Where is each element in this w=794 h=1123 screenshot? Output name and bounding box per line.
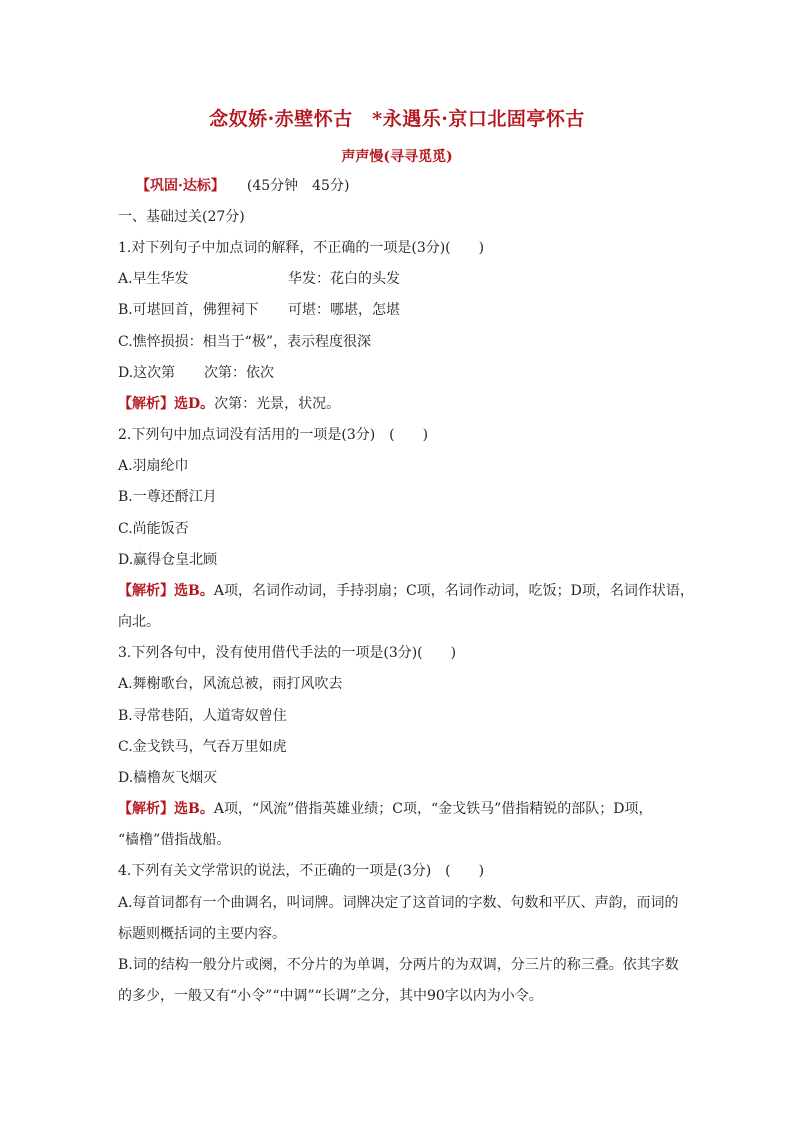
section-header xyxy=(136,176,706,196)
q2-option-a: A.羽扇纶巾 xyxy=(118,458,189,474)
q1-stem: 1.对下列句子中加点词的解释，不正确的一项是(3分)( ) xyxy=(118,240,485,256)
q3-analysis-label: 【解析】 xyxy=(118,801,174,817)
q2-option-d: D.赢得仓皇北顾 xyxy=(118,552,218,568)
page-subtitle: 声声慢(寻寻觅觅) xyxy=(341,149,453,165)
part-heading: 一、基础过关(27分) xyxy=(118,209,245,225)
section-tag: 【巩固·达标】 xyxy=(136,178,225,194)
q1-analysis-label: 【解析】 xyxy=(118,396,174,412)
q2-analysis-text: A项，名词作动词，手持羽扇；C项，名词作动词，吃饭；D项，名词作状语， xyxy=(213,583,694,599)
q1-option-a-explanation: 华发：花白的头发 xyxy=(288,271,400,287)
q2-analysis-choice: 选B。 xyxy=(174,583,214,599)
q4-option-b-continued: 的多少，一般又有“小令”“中调”“长调”之分，其中90字以内为小令。 xyxy=(118,988,543,1004)
q3-stem: 3.下列各句中，没有使用借代手法的一项是(3分)( ) xyxy=(118,645,457,661)
q2-analysis-continued: 向北。 xyxy=(118,614,160,630)
q1-analysis-choice: 选D。 xyxy=(174,396,215,412)
q3-analysis-choice: 选B。 xyxy=(174,801,214,817)
section-time: (45分钟 45分) xyxy=(246,178,350,194)
q1-option-d-text: D.这次第 xyxy=(118,365,176,381)
q1-analysis xyxy=(118,394,688,414)
q2-option-b: B.一尊还酹江月 xyxy=(118,489,217,505)
q1-option-b-text: B.可堪回首，佛狸祠下 xyxy=(118,302,259,318)
q3-analysis-continued: “樯橹”借指战船。 xyxy=(118,832,231,848)
q1-option-c: C.憔悴损损：相当于“极”，表示程度很深 xyxy=(118,334,371,350)
q3-option-d: D.樯橹灰飞烟灭 xyxy=(118,770,218,786)
q4-stem: 4.下列有关文学常识的说法，不正确的一项是(3分) ( ) xyxy=(118,863,485,879)
q2-option-c: C.尚能饭否 xyxy=(118,521,189,537)
q1-option-b xyxy=(118,300,688,320)
q3-option-c: C.金戈铁马，气吞万里如虎 xyxy=(118,739,287,755)
q1-option-a-text: A.早生华发 xyxy=(118,271,189,287)
q2-analysis-label: 【解析】 xyxy=(118,583,174,599)
q3-option-b: B.寻常巷陌，人道寄奴曾住 xyxy=(118,708,287,724)
q3-analysis xyxy=(118,799,688,819)
q1-option-d xyxy=(118,363,688,383)
q1-analysis-text: 次第：光景，状况。 xyxy=(214,396,341,412)
q3-option-a: A.舞榭歌台，风流总被，雨打风吹去 xyxy=(118,676,343,692)
q1-option-d-explanation: 次第：依次 xyxy=(204,365,274,381)
q4-option-a: A.每首词都有一个曲调名，叫词牌。词牌决定了这首词的字数、句数和平仄、声韵，而词的 xyxy=(118,895,679,911)
page-title: 念奴娇·赤壁怀古 *永遇乐·京口北固亭怀古 xyxy=(209,108,585,130)
q1-option-b-explanation: 可堪：哪堪，怎堪 xyxy=(288,302,400,318)
q1-option-a xyxy=(118,269,688,289)
q2-analysis xyxy=(118,581,694,601)
q2-stem: 2.下列句中加点词没有活用的一项是(3分) ( ) xyxy=(118,427,429,443)
q4-option-a-continued: 标题则概括词的主要内容。 xyxy=(118,926,286,942)
q3-analysis-text: A项，“风流”借指英雄业绩；C项，“金戈铁马”借指精锐的部队；D项， xyxy=(213,801,653,817)
q4-option-b: B.词的结构一般分片或阕，不分片的为单调，分两片的为双调，分三片的称三叠。依其字数 xyxy=(118,957,679,973)
